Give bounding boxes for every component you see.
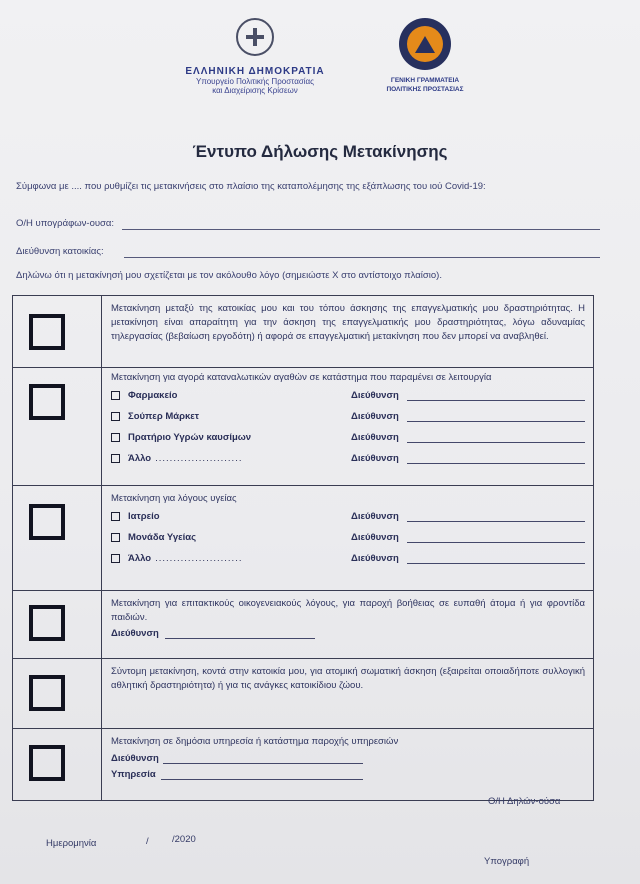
address-field[interactable] [163,763,363,764]
address-field[interactable] [407,442,585,443]
reason-checkbox-shopping[interactable] [29,384,65,420]
civil-protection-logo-icon [399,18,451,70]
address-field[interactable] [407,421,585,422]
secretariat-label: ΓΕΝΙΚΗ ΓΡΑΜΜΑΤΕΙΑ [390,77,460,84]
address-field[interactable] [407,521,585,522]
ministry-label: Υπουργείο Πολιτικής Προστασίας [195,77,315,86]
service-label: Υπηρεσία [111,769,156,780]
ministry-sublabel: και Διαχείρισης Κρίσεων [212,86,298,95]
secretariat-sublabel: ΠΟΛΙΤΙΚΗΣ ΠΡΟΣΤΑΣΙΑΣ [386,86,464,93]
reason-row-work [13,296,593,368]
option-supermarket: Σούπερ Μάρκετ [111,411,199,422]
residence-address-field[interactable] [124,257,600,258]
service-field[interactable] [161,779,363,780]
address-label: Διεύθυνση [111,628,159,639]
date-separator: / [146,836,149,847]
republic-label: ΕΛΛΗΝΙΚΗ ΔΗΜΟΚΡΑΤΙΑ [185,66,325,77]
reason-text-health: Μετακίνηση για λόγους υγείας [111,493,237,504]
address-label: Διεύθυνση [351,553,399,564]
civil-protection-header [380,18,470,94]
reason-text-work: Μετακίνηση μεταξύ της κατοικίας μου και του τόπου άσκησης της επαγγελματικής μου δραστηριότητας. Η μετακίνηση είναι απαραίτητη για την άσκηση της επαγγελματικής μου δραστηριότητας, λόγω αδυναμίας τηλεργασίας (βεβαίωση εργοδότη) ή αφορά σε επαγγελματική μετακίνηση που δεν μπορεί να αναβληθεί. [111,303,585,342]
intro-text: Σύμφωνα με .... που ρυθμίζει τις μετακινήσεις στο πλαίσιο της καταπολέμησης της εξάπλωσης του ιού Covid-19: [16,181,486,192]
address-label: Διεύθυνση [351,453,399,464]
residence-address-label: Διεύθυνση κατοικίας: [16,246,104,257]
option-checkbox-pharmacy[interactable] [111,391,120,400]
form-title: Έντυπο Δήλωσης Μετακίνησης [192,142,448,161]
address-label: Διεύθυνση [351,390,399,401]
address-label: Διεύθυνση [351,411,399,422]
signer-field[interactable] [122,229,600,230]
date-year: /2020 [172,834,196,845]
reason-row-public-service [13,729,593,801]
option-checkbox-health-unit[interactable] [111,533,120,542]
option-checkbox-other-shop[interactable] [111,454,120,463]
reason-checkbox-exercise[interactable] [29,675,65,711]
option-doctor: Ιατρείο [111,511,160,522]
signer-label: Ο/Η υπογράφων-ουσα: [16,218,115,229]
declaration-text: Δηλώνω ότι η μετακίνησή μου σχετίζεται με τον ακόλουθο λόγο (σημειώστε Χ στο αντίστοιχο πλαίσιο). [16,270,442,281]
reason-text-exercise: Σύντομη μετακίνηση, κοντά στην κατοικία μου, για ατομική σωματική άσκηση (εξαιρείται οποιαδήποτε συλλογική αθλητική δραστηριότητα) ή για τις ανάγκες κατοικίδιου ζώου. [111,666,585,691]
ministry-header [155,18,355,95]
address-label: Διεύθυνση [351,511,399,522]
option-checkbox-doctor[interactable] [111,512,120,521]
reason-checkbox-work[interactable] [29,314,65,350]
other-shop-field[interactable]: ........................ [155,453,243,464]
greek-emblem-icon [236,18,274,56]
address-label: Διεύθυνση [111,753,159,764]
signature-label: Υπογραφή [484,856,530,867]
address-field[interactable] [165,638,315,639]
reason-row-health [13,486,593,591]
reason-checkbox-family[interactable] [29,605,65,641]
option-health-unit: Μονάδα Υγείας [111,532,196,543]
other-health-field[interactable]: ........................ [155,553,243,564]
reason-text-shopping: Μετακίνηση για αγορά καταναλωτικών αγαθών σε κατάστημα που παραμένει σε λειτουργία [111,372,492,383]
date-label: Ημερομηνία [46,838,97,849]
reason-checkbox-public-service[interactable] [29,745,65,781]
address-field[interactable] [407,400,585,401]
option-checkbox-fuel-station[interactable] [111,433,120,442]
address-label: Διεύθυνση [351,432,399,443]
option-checkbox-supermarket[interactable] [111,412,120,421]
option-fuel-station: Πρατήριο Υγρών καυσίμων [111,432,251,443]
reason-row-exercise [13,659,593,729]
address-label: Διεύθυνση [351,532,399,543]
reason-text-public-service: Μετακίνηση σε δημόσια υπηρεσία ή κατάστημα παροχής υπηρεσιών [111,736,399,747]
reason-row-shopping [13,368,593,486]
reason-checkbox-health[interactable] [29,504,65,540]
option-pharmacy: Φαρμακείο [111,390,177,401]
option-checkbox-other-health[interactable] [111,554,120,563]
reason-row-family [13,591,593,659]
option-other-shop: Άλλο ........................ [111,453,242,464]
option-other-health: Άλλο ........................ [111,553,242,564]
reasons-table [12,295,594,801]
address-field[interactable] [407,563,585,564]
address-field[interactable] [407,542,585,543]
declarant-label: Ο/Η Δηλών-ούσα [488,796,561,807]
address-field[interactable] [407,463,585,464]
reason-text-family: Μετακίνηση για επιτακτικούς οικογενειακούς λόγους, για παροχή βοήθειας σε ευπαθή άτομα ή για φροντίδα παιδιών. [111,598,585,623]
